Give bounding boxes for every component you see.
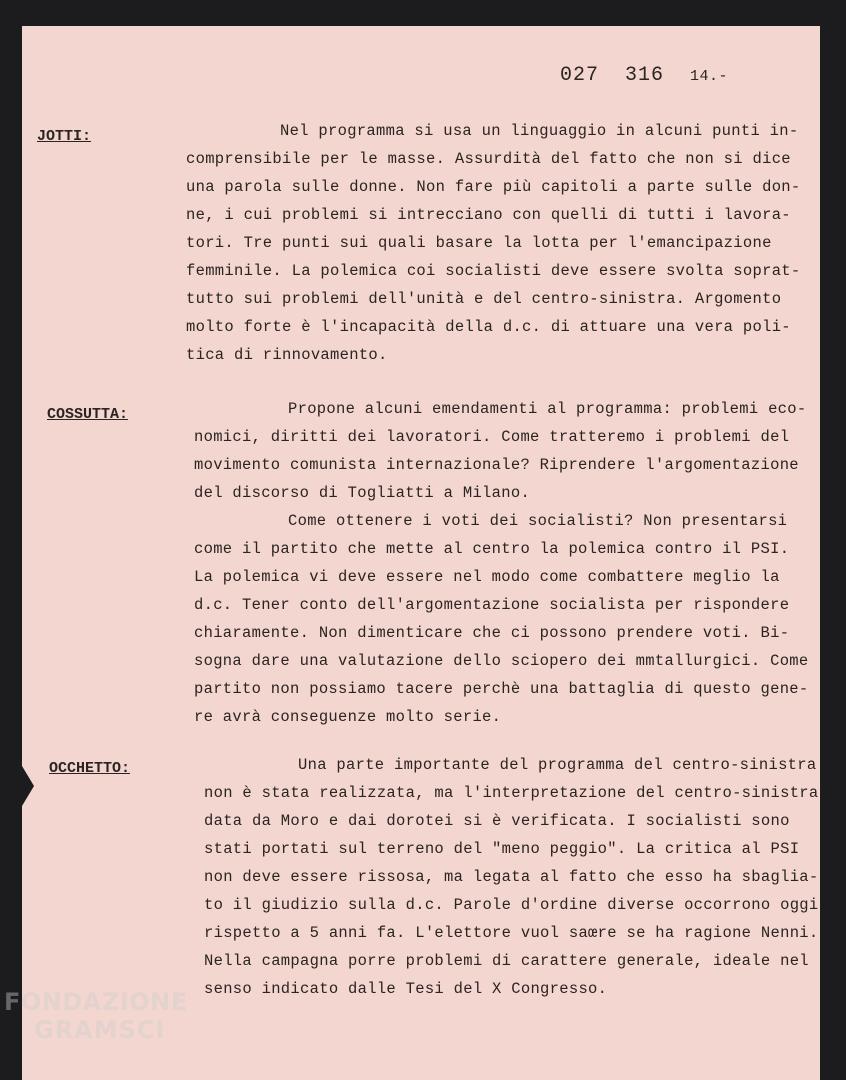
text-line: molto forte è l'incapacità della d.c. di attuare una vera poli-	[186, 318, 791, 336]
text-line: Nella campagna porre problemi di carattere generale, ideale nel	[204, 952, 809, 970]
text-line: del discorso di Togliatti a Milano.	[194, 484, 531, 502]
text-line: non è stata realizzata, ma l'interpretazione del centro-sinistra	[204, 784, 819, 802]
page-number-part-1: 027	[560, 64, 600, 87]
speaker-cossutta: COSSUTTA:	[47, 406, 129, 423]
watermark-line-2: GRAMSCI	[34, 1016, 166, 1044]
speaker-occhetto: OCCHETTO:	[49, 760, 131, 777]
text-line: come il partito che mette al centro la polemica contro il PSI.	[194, 540, 790, 558]
page-sequence: 14.-	[690, 68, 729, 85]
text-line: partito non possiamo tacere perchè una battaglia di questo gene-	[194, 680, 809, 698]
text-line: d.c. Tener conto dell'argomentazione socialista per rispondere	[194, 596, 790, 614]
text-line: re avrà conseguenze molto serie.	[194, 708, 502, 726]
text-line: to il giudizio sulla d.c. Parole d'ordine diverse occorrono oggi	[204, 896, 819, 914]
text-line: Nel programma si usa un linguaggio in alcuni punti in-	[280, 122, 799, 140]
text-line: tica di rinnovamento.	[186, 346, 388, 364]
speaker-jotti: JOTTI:	[37, 128, 92, 145]
page-number-part-2: 316	[625, 64, 665, 87]
text-line: tutto sui problemi dell'unità e del centro-sinistra. Argomento	[186, 290, 782, 308]
page-number	[560, 64, 728, 87]
text-line: movimento comunista internazionale? Riprendere l'argomentazione	[194, 456, 799, 474]
text-line: Propone alcuni emendamenti al programma: problemi eco-	[288, 400, 807, 418]
text-line: rispetto a 5 anni fa. L'elettore vuol saœre se ha ragione Nenni.	[204, 924, 819, 942]
text-line: ne, i cui problemi si intrecciano con quelli di tutti i lavora-	[186, 206, 791, 224]
text-line: tori. Tre punti sui quali basare la lotta per l'emancipazione	[186, 234, 772, 252]
text-line: non deve essere rissosa, ma legata al fatto che esso ha sbaglia-	[204, 868, 819, 886]
text-line: nomici, diritti dei lavoratori. Come tratteremo i problemi del	[194, 428, 790, 446]
text-line: Una parte importante del programma del centro-sinistra	[298, 756, 817, 774]
text-line: chiaramente. Non dimenticare che ci possono prendere voti. Bi-	[194, 624, 790, 642]
fondazione-gramsci-watermark	[4, 990, 188, 1042]
text-line: comprensibile per le masse. Assurdità del fatto che non si dice	[186, 150, 791, 168]
text-line: femminile. La polemica coi socialisti deve essere svolta soprat-	[186, 262, 801, 280]
text-line: Come ottenere i voti dei socialisti? Non presentarsi	[288, 512, 788, 530]
text-line: una parola sulle donne. Non fare più capitoli a parte sulle don-	[186, 178, 801, 196]
text-line: senso indicato dalle Tesi del X Congresso.	[204, 980, 608, 998]
text-line: stati portati sul terreno del "meno peggio". La critica al PSI	[204, 840, 800, 858]
page-notch	[22, 766, 34, 806]
text-line: sogna dare una valutazione dello sciopero dei mmtallurgici. Come	[194, 652, 809, 670]
watermark-line-1: FONDAZIONE	[4, 988, 188, 1016]
text-line: La polemica vi deve essere nel modo come combattere meglio la	[194, 568, 780, 586]
document-page	[22, 26, 820, 1080]
text-line: data da Moro e dai dorotei si è verificata. I socialisti sono	[204, 812, 790, 830]
